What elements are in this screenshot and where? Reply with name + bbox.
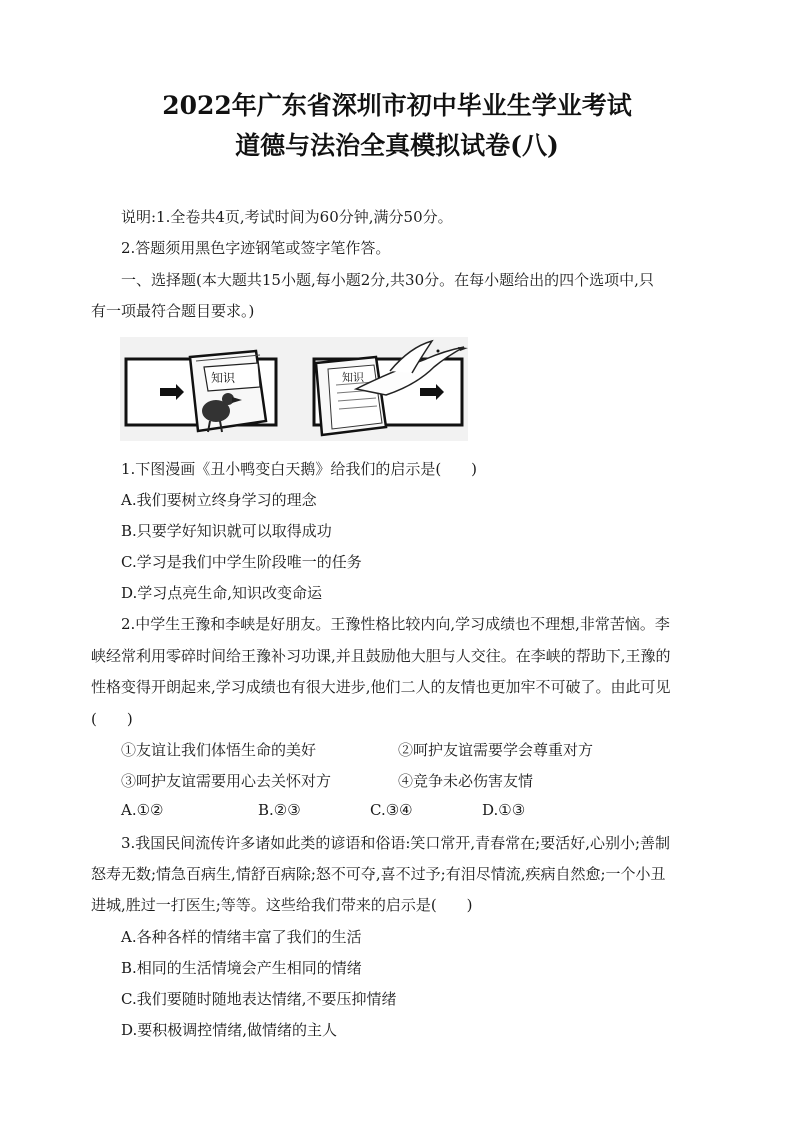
book-label-right: 知识 <box>342 371 364 384</box>
q1-option-c: C.学习是我们中学生阶段唯一的任务 <box>121 553 362 571</box>
q1-option-d: D.学习点亮生命,知识改变命运 <box>121 584 323 602</box>
q3-option-d: D.要积极调控情绪,做情绪的主人 <box>121 1021 338 1039</box>
section-heading-cont: 有一项最符合题目要求。) <box>91 302 255 320</box>
ugly-duckling-cartoon <box>120 337 468 441</box>
q2-statement-4: ④竞争未必伤害友情 <box>398 772 534 790</box>
instruction-2: 2.答题须用黑色字迹钢笔或签字笔作答。 <box>121 239 391 257</box>
q2-option-d: D.①③ <box>482 801 526 819</box>
q3-option-c: C.我们要随时随地表达情绪,不要压抑情绪 <box>121 990 397 1008</box>
q1-stem: 1.下图漫画《丑小鸭变白天鹅》给我们的启示是( ) <box>121 460 478 478</box>
q2-statement-3: ③呵护友谊需要用心去关怀对方 <box>121 772 332 790</box>
q2-stem-line2: 峡经常利用零碎时间给王豫补习功课,并且鼓励他大胆与人交往。在李峡的帮助下,王豫的 <box>91 647 671 665</box>
q3-stem-line1: 3.我国民间流传许多诸如此类的谚语和俗语:笑口常开,青春常在;要活好,心别小;善制 <box>121 834 671 852</box>
q2-option-b: B.②③ <box>258 801 301 819</box>
q3-stem-line3: 进城,胜过一打医生;等等。这些给我们带来的启示是( ) <box>91 896 473 914</box>
instruction-1: 说明:1.全卷共4页,考试时间为60分钟,满分50分。 <box>121 208 453 226</box>
section-heading: 一、选择题(本大题共15小题,每小题2分,共30分。在每小题给出的四个选项中,只 <box>121 271 654 289</box>
q3-option-a: A.各种各样的情绪丰富了我们的生活 <box>121 928 362 946</box>
q3-stem-line2: 怒寿无数;情急百病生,情舒百病除;怒不可夺,喜不过予;有泪尽情流,疾病自然愈;一个小丑 <box>91 865 666 883</box>
q2-option-c: C.③④ <box>370 801 413 819</box>
exam-subtitle: 道德与法治全真模拟试卷(八) <box>235 131 559 160</box>
cartoon-panel-left <box>126 351 276 432</box>
q1-option-a: A.我们要树立终身学习的理念 <box>121 491 317 509</box>
book-label-left: 知识 <box>211 371 236 385</box>
q1-option-b: B.只要学好知识就可以取得成功 <box>121 522 332 540</box>
q3-option-b: B.相同的生活情境会产生相同的情绪 <box>121 959 362 977</box>
q2-stem-line1: 2.中学生王豫和李峡是好朋友。王豫性格比较内向,学习成绩也不理想,非常苦恼。李 <box>121 615 670 633</box>
q2-stem-line3: 性格变得开朗起来,学习成绩也有很大进步,他们二人的友情也更加牢不可破了。由此可见 <box>91 678 671 696</box>
q2-statement-1: ①友谊让我们体悟生命的美好 <box>121 741 317 759</box>
q2-stem-line4: ( ) <box>91 710 133 728</box>
q2-statement-2: ②呵护友谊需要学会尊重对方 <box>398 741 594 759</box>
q2-option-a: A.①② <box>121 801 164 819</box>
exam-title: 2022年广东省深圳市初中毕业生学业考试 <box>162 91 632 120</box>
